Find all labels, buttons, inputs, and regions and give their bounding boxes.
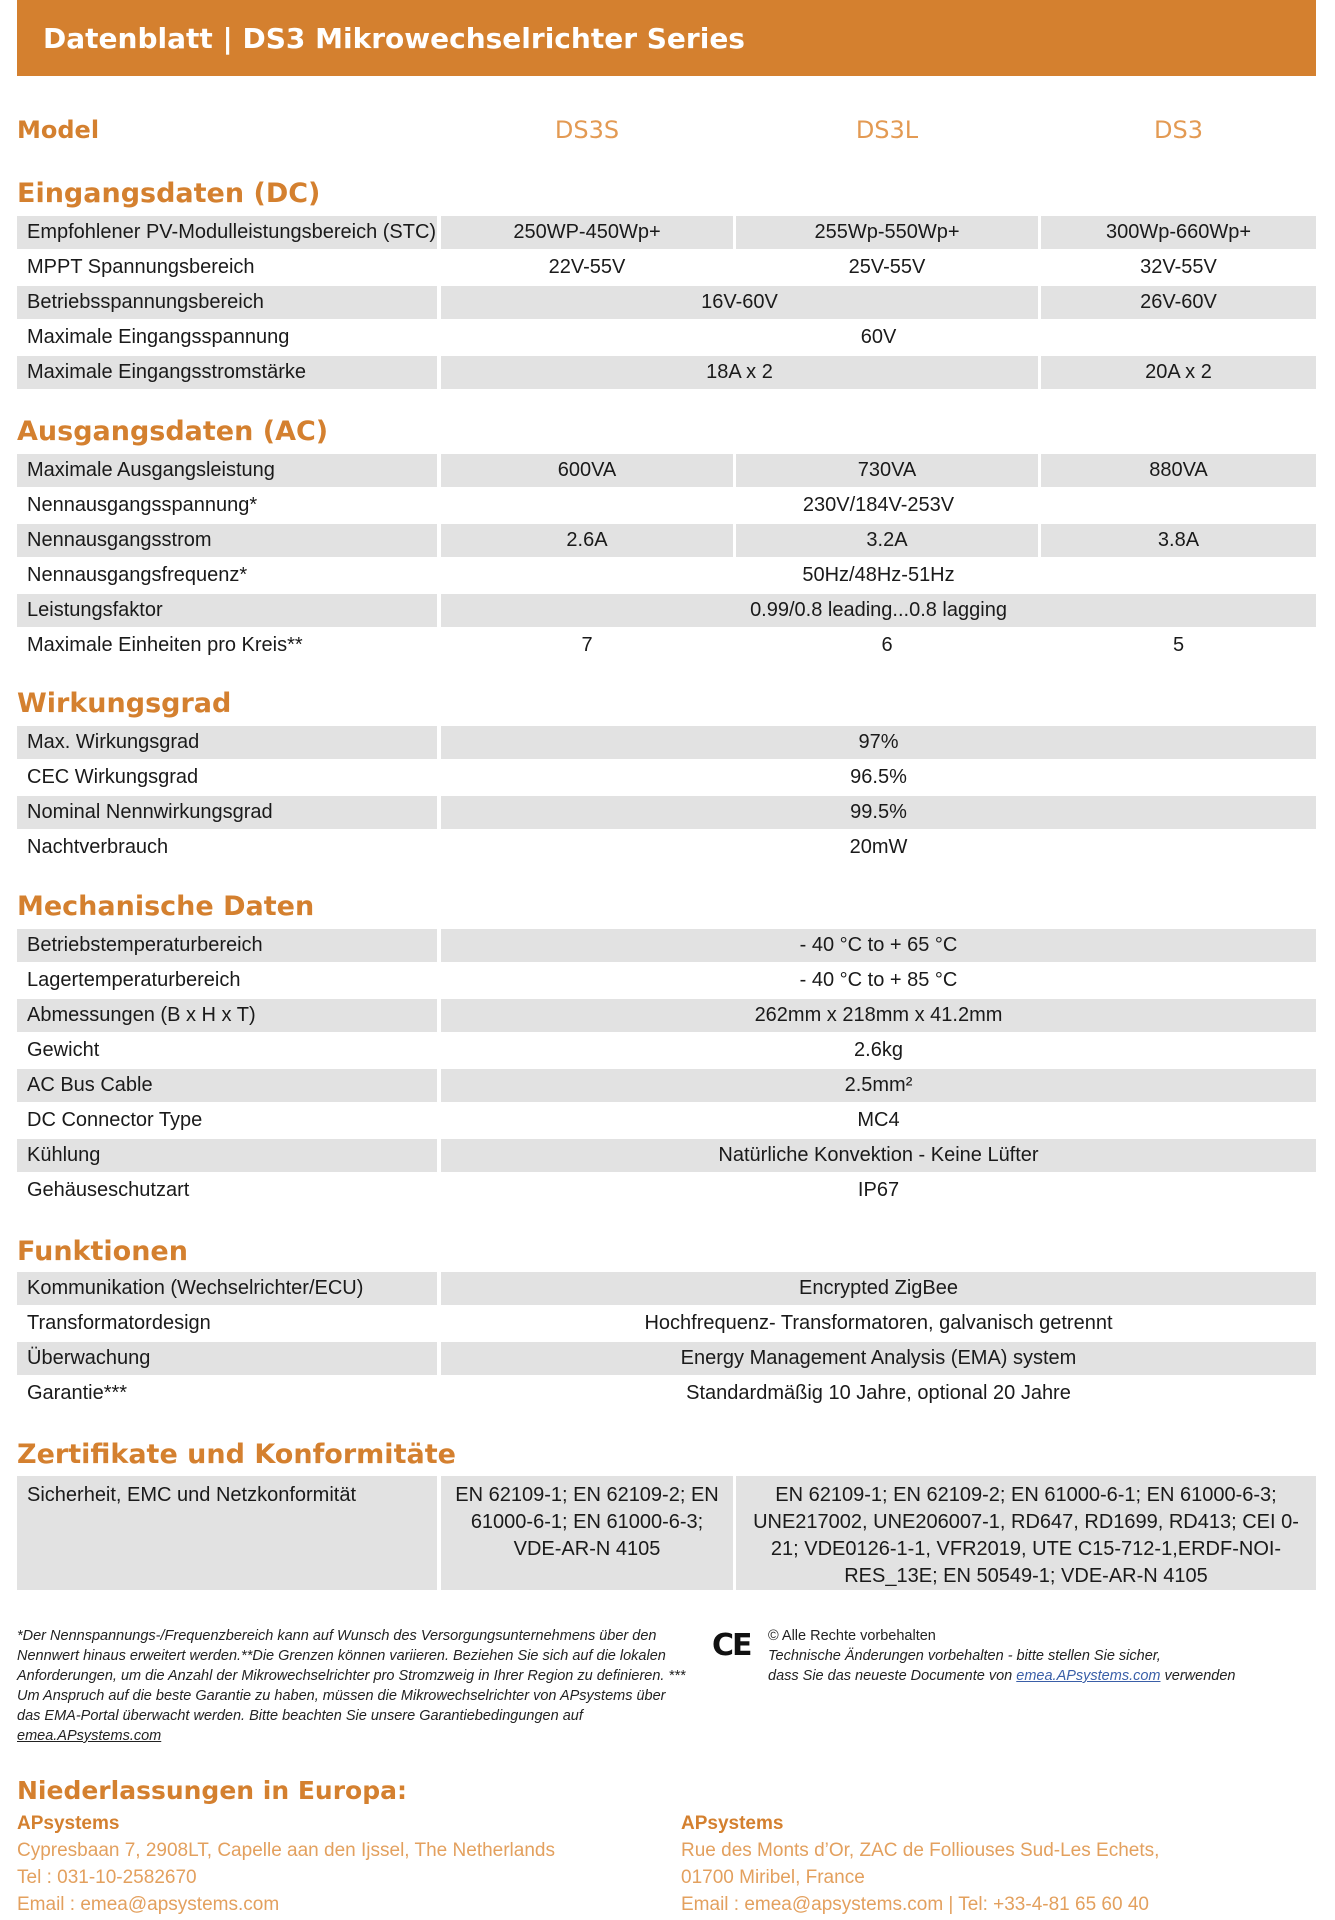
office-address: Rue des Monts d’Or, ZAC de Folliouses Sud-Les Echets, xyxy=(681,1840,1160,1861)
value-all: Hochfrequenz- Transformatoren, galvanisch getrennt xyxy=(644,1312,1113,1334)
value-ds3s-ds3l: 18A x 2 xyxy=(441,356,1038,389)
value-all: 20mW xyxy=(849,836,908,858)
model-ds3: DS3 xyxy=(1154,116,1203,144)
rights-line: © Alle Rechte vorbehalten xyxy=(768,1628,936,1644)
row-label: Transformatordesign xyxy=(27,1312,211,1334)
table-row xyxy=(17,964,1316,999)
table-row xyxy=(17,1272,1316,1307)
value-ds3l: 25V-55V xyxy=(848,256,926,278)
office-email: Email : emea@apsystems.com xyxy=(17,1894,280,1915)
value-all: MC4 xyxy=(857,1109,900,1131)
value-all: 50Hz/48Hz-51Hz xyxy=(802,564,955,586)
model-ds3s: DS3S xyxy=(554,116,620,144)
model-ds3l: DS3L xyxy=(855,116,919,144)
table-row xyxy=(17,559,1316,594)
value-ds3s: 7 xyxy=(581,634,593,656)
row-label: Max. Wirkungsgrad xyxy=(17,726,437,759)
rights-text: dass Sie das neueste Documente von xyxy=(768,1668,1017,1684)
row-label: Gehäuseschutzart xyxy=(27,1179,190,1201)
office-name: APsystems xyxy=(17,1813,120,1834)
value-ds3l: 3.2A xyxy=(736,524,1038,557)
value-ds3: 26V-60V xyxy=(1041,286,1316,319)
value-ds3l: 6 xyxy=(881,634,893,656)
office-phone: Tel : 031-10-2582670 xyxy=(17,1867,197,1888)
value-ds3: 5 xyxy=(1172,634,1185,656)
row-label: Nominal Nennwirkungsgrad xyxy=(17,796,437,829)
row-label: Nennausgangsspannung* xyxy=(27,494,258,516)
value-ds3l-ds3: EN 62109-1; EN 62109-2; EN 61000-6-1; EN 61000-6-3; UNE217002, UNE206007-1, RD647, RD1699, RD413; CEI 0-21; VDE0126-1-1, VFR2019, UTE C15-712-1,ERDF-NOI-RES_13E; EN 50549-1; VDE-AR-N 4105 xyxy=(736,1476,1316,1590)
table-row xyxy=(17,594,1316,629)
table-dc xyxy=(17,216,1316,391)
row-label: Nennausgangsstrom xyxy=(17,524,437,557)
value-all: Standardmäßig 10 Jahre, optional 20 Jahre xyxy=(686,1382,1071,1404)
table-row xyxy=(17,1174,1316,1209)
row-label: Maximale Ausgangsleistung xyxy=(17,454,437,487)
header-bar xyxy=(17,0,1316,76)
value-ds3s: 600VA xyxy=(441,454,733,487)
office-name: APsystems xyxy=(681,1813,784,1834)
value-all: 262mm x 218mm x 41.2mm xyxy=(441,999,1316,1032)
table-row xyxy=(17,831,1316,866)
page-title: Datenblatt | DS3 Mikrowechselrichter Series xyxy=(43,22,745,55)
table-row xyxy=(17,216,1316,251)
row-label: Nachtverbrauch xyxy=(27,836,169,858)
value-all: 97% xyxy=(441,726,1316,759)
section-title-dc: Eingangsdaten (DC) xyxy=(17,178,321,209)
office-contact: Email : emea@apsystems.com | Tel: +33-4-81 65 60 40 xyxy=(681,1894,1149,1915)
value-all: 2.5mm² xyxy=(441,1069,1316,1102)
row-label: Betriebstemperaturbereich xyxy=(17,929,437,962)
model-row xyxy=(17,116,1316,152)
row-label: Lagertemperaturbereich xyxy=(27,969,241,991)
row-label: Maximale Eingangsspannung xyxy=(27,326,290,348)
value-all: 230V/184V-253V xyxy=(802,494,955,516)
rights-notice: Technische Änderungen vorbehalten - bitte stellen Sie sicher, xyxy=(768,1648,1161,1664)
value-all: IP67 xyxy=(857,1179,900,1201)
row-label: Überwachung xyxy=(17,1342,437,1375)
row-label: MPPT Spannungsbereich xyxy=(27,256,255,278)
model-label: Model xyxy=(17,116,100,144)
office-france xyxy=(681,1810,1321,1918)
table-row xyxy=(17,1476,1316,1590)
section-title-mechanical: Mechanische Daten xyxy=(17,891,315,922)
row-label: Kommunikation (Wechselrichter/ECU) xyxy=(17,1272,437,1305)
table-row xyxy=(17,1139,1316,1174)
value-all: - 40 °C to + 85 °C xyxy=(799,969,958,991)
table-functions xyxy=(17,1272,1316,1412)
table-row xyxy=(17,251,1316,286)
table-row xyxy=(17,1104,1316,1139)
value-all: Energy Management Analysis (EMA) system xyxy=(441,1342,1316,1375)
value-ds3s-ds3l: 16V-60V xyxy=(441,286,1038,319)
value-all: Encrypted ZigBee xyxy=(441,1272,1316,1305)
table-ac xyxy=(17,454,1316,664)
value-ds3s: 250WP-450Wp+ xyxy=(441,216,733,249)
ce-mark-icon: CE xyxy=(712,1628,751,1663)
footnote xyxy=(17,1626,687,1746)
row-label: CEC Wirkungsgrad xyxy=(27,766,199,788)
row-label: Abmessungen (B x H x T) xyxy=(17,999,437,1032)
table-row xyxy=(17,454,1316,489)
rights-link[interactable]: emea.APsystems.com xyxy=(1016,1668,1161,1684)
value-all: 96.5% xyxy=(850,766,907,788)
table-row xyxy=(17,286,1316,321)
office-netherlands xyxy=(17,1810,657,1918)
footnote-link[interactable]: emea.APsystems.com xyxy=(17,1728,162,1744)
table-row xyxy=(17,796,1316,831)
rights-notice-2 xyxy=(768,1666,1288,1686)
value-ds3l: 730VA xyxy=(736,454,1038,487)
value-ds3: 32V-55V xyxy=(1140,256,1217,278)
value-ds3: 3.8A xyxy=(1041,524,1316,557)
value-all: 0.99/0.8 leading...0.8 lagging xyxy=(441,594,1316,627)
table-efficiency xyxy=(17,726,1316,866)
section-title-certificates: Zertifikate und Konformitäte xyxy=(17,1439,456,1470)
table-row xyxy=(17,726,1316,761)
row-label: Garantie*** xyxy=(27,1382,128,1404)
section-title-functions: Funktionen xyxy=(17,1236,188,1267)
table-row xyxy=(17,524,1316,559)
value-ds3: 300Wp-660Wp+ xyxy=(1041,216,1316,249)
row-label: Empfohlener PV-Modulleistungsbereich (STC) xyxy=(17,216,437,249)
office-address: Cypresbaan 7, 2908LT, Capelle aan den Ijssel, The Netherlands xyxy=(17,1840,555,1861)
table-row xyxy=(17,999,1316,1034)
value-all: - 40 °C to + 65 °C xyxy=(441,929,1316,962)
row-label: Gewicht xyxy=(27,1039,100,1061)
table-row xyxy=(17,1342,1316,1377)
row-label: Nennausgangsfrequenz* xyxy=(27,564,248,586)
table-row xyxy=(17,929,1316,964)
table-certificates xyxy=(17,1476,1316,1590)
rights-text-end: verwenden xyxy=(1160,1668,1236,1684)
row-label: AC Bus Cable xyxy=(17,1069,437,1102)
row-label: Maximale Einheiten pro Kreis** xyxy=(27,634,303,656)
table-row xyxy=(17,1069,1316,1104)
table-row xyxy=(17,321,1316,356)
value-ds3s: 2.6A xyxy=(441,524,733,557)
row-label: DC Connector Type xyxy=(27,1109,203,1131)
table-row xyxy=(17,489,1316,524)
value-ds3s: EN 62109-1; EN 62109-2; EN 61000-6-1; EN 61000-6-3; VDE-AR-N 4105 xyxy=(441,1476,733,1590)
offices-title: Niederlassungen in Europa: xyxy=(17,1776,407,1805)
rights-block xyxy=(768,1626,1288,1686)
footnote-text: *Der Nennspannungs-/Frequenzbereich kann auf Wunsch des Versorgungsunternehmens über den Nennwert hinaus erweitert werden.**Die Grenzen können variieren. Beziehen Sie sich auf die lokalen Anforderungen, um die Anzahl der Mikrowechselrichter pro Stromzweig in Ihrer Region zu definieren. *** Um Anspruch auf die beste Garantie zu haben, müssen die Mikrowechselrichter von APsystems über das EMA-Portal überwacht werden. Bitte beachten Sie unsere Garantiebedingungen auf xyxy=(17,1628,686,1724)
value-all: 2.6kg xyxy=(854,1039,903,1061)
section-title-efficiency: Wirkungsgrad xyxy=(17,688,232,719)
table-row xyxy=(17,1377,1316,1412)
table-mechanical xyxy=(17,929,1316,1209)
table-row xyxy=(17,1034,1316,1069)
value-ds3: 20A x 2 xyxy=(1041,356,1316,389)
value-ds3s: 22V-55V xyxy=(548,256,626,278)
row-label: Sicherheit, EMC und Netzkonformität xyxy=(17,1476,437,1590)
row-label: Leistungsfaktor xyxy=(17,594,437,627)
value-all: 99.5% xyxy=(441,796,1316,829)
table-row xyxy=(17,629,1316,664)
table-row xyxy=(17,761,1316,796)
row-label: Kühlung xyxy=(17,1139,437,1172)
office-address-2: 01700 Miribel, France xyxy=(681,1867,865,1888)
value-all: 60V xyxy=(860,326,897,348)
row-label: Maximale Eingangsstromstärke xyxy=(17,356,437,389)
value-ds3l: 255Wp-550Wp+ xyxy=(736,216,1038,249)
table-row xyxy=(17,356,1316,391)
value-ds3: 880VA xyxy=(1041,454,1316,487)
value-all: Natürliche Konvektion - Keine Lüfter xyxy=(441,1139,1316,1172)
table-row xyxy=(17,1307,1316,1342)
row-label: Betriebsspannungsbereich xyxy=(17,286,437,319)
section-title-ac: Ausgangsdaten (AC) xyxy=(17,416,329,447)
